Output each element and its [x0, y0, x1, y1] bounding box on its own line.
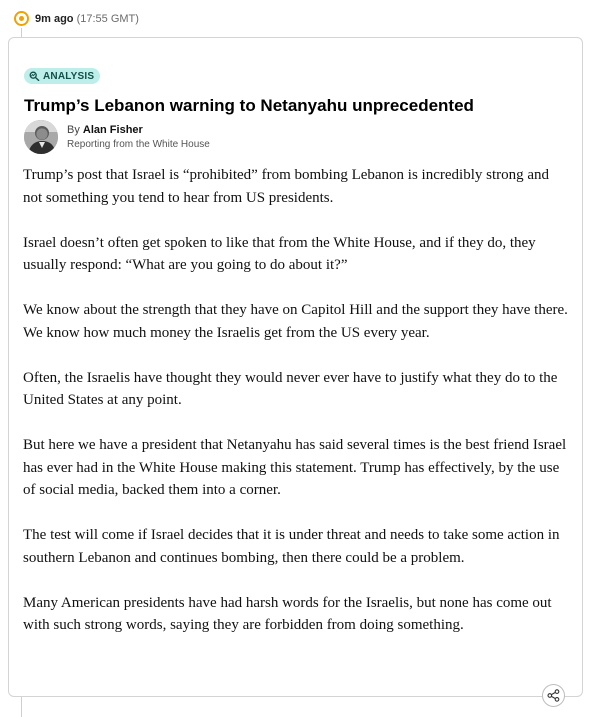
post-timestamp: [35, 12, 139, 26]
paragraph: Trump’s post that Israel is “prohibited” from bombing Lebanon is incredibly strong and not something you tend to hear from US presidents.: [23, 167, 550, 206]
timeline-dot-icon: [14, 11, 29, 26]
author-role: Reporting from the White House: [67, 138, 210, 150]
share-icon: [547, 689, 560, 702]
timeline-line-bottom: [21, 697, 22, 717]
paragraph: But here we have a president that Netanyahu has said several times is the best friend Israel has ever had in the White House making this statement. Trump has effectively, by the use of social media, backed them into a corner.: [23, 437, 567, 498]
time-gmt: (17:55 GMT): [76, 13, 139, 25]
paragraph: We know about the strength that they have on Capitol Hill and the support they have there. We know how much money the Israelis get from the US every year.: [23, 302, 568, 341]
paragraph: Israel doesn’t often get spoken to like that from the White House, and if they do, they usually respond: “What are you going to do about it?”: [23, 234, 536, 273]
author-name[interactable]: Alan Fisher: [82, 123, 143, 136]
timeline-line: [21, 28, 22, 37]
author-avatar[interactable]: [24, 120, 58, 154]
share-button[interactable]: [542, 684, 565, 707]
analysis-badge: [24, 68, 100, 84]
post-headline: Trump’s Lebanon warning to Netanyahu unprecedented: [24, 96, 474, 115]
author-byline: [67, 123, 210, 138]
live-update-card: [8, 37, 583, 697]
time-ago: 9m ago: [35, 13, 74, 25]
badge-label: ANALYSIS: [43, 70, 95, 82]
paragraph: The test will come if Israel decides that it is under threat and needs to take some action in southern Lebanon and continues bombing, then there could be a problem.: [23, 527, 560, 566]
paragraph: Many American presidents have had harsh words for the Israelis, but none has come out with such strong words, saying they are forbidden from doing something.: [23, 594, 552, 633]
post-body: [23, 164, 571, 637]
author-block: [24, 119, 210, 155]
paragraph: Often, the Israelis have thought they would never ever have to justify what they do to the United States at any point.: [23, 369, 558, 408]
analysis-icon: [29, 71, 40, 81]
by-label: By: [67, 123, 80, 136]
